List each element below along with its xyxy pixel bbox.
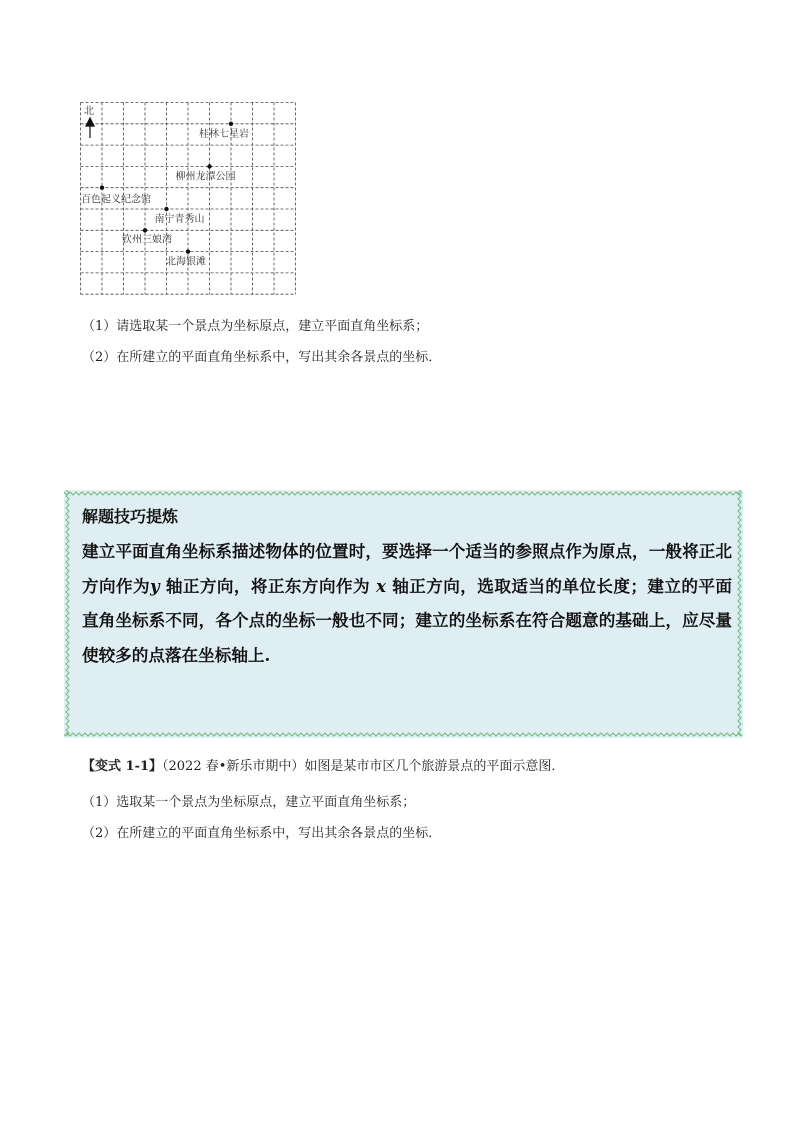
scenic-map-figure [80, 102, 296, 295]
scenic-spot-label: 北海银滩 [166, 256, 206, 268]
scenic-spot-label: 钦州三娘湾 [122, 234, 172, 246]
scenic-spot-point [100, 186, 104, 190]
north-label: 北 [84, 106, 94, 117]
scenic-spot-label: 百色起义纪念馆 [81, 194, 151, 206]
variant-heading-line [82, 755, 564, 774]
scenic-spot-label: 南宁青秀山 [154, 214, 205, 225]
tip-body-part-2: 轴正方向，将正东方向作为 [159, 575, 377, 596]
question-1-part-2: （2）在所建立的平面直角坐标系中，写出其余各景点的坐标． [82, 350, 442, 365]
variant-tag: 【变式 1-1】 [82, 759, 163, 774]
tip-title: 解题技巧提炼 [82, 507, 179, 526]
scenic-spot-point [143, 228, 147, 232]
question-1-part-1: （1）请选取某一个景点为坐标原点，建立平面直角坐标系； [82, 319, 429, 334]
north-arrow-icon [86, 118, 94, 138]
tip-box [64, 490, 743, 738]
scenic-spot-label: 柳州龙潭公园 [175, 171, 236, 183]
scenic-map-grid [80, 102, 296, 295]
variant-source: （2022 春•新乐市期中） [162, 759, 305, 774]
axis-y-symbol: y [150, 575, 160, 596]
scenic-spot-point [229, 122, 233, 126]
tip-body [82, 534, 732, 672]
scenic-spot-point [207, 164, 211, 168]
variant-question-part-1: （1）选取某一个景点为坐标原点，建立平面直角坐标系； [82, 795, 416, 810]
variant-question-part-2: （2）在所建立的平面直角坐标系中，写出其余各景点的坐标． [82, 826, 442, 841]
scenic-spot-point [164, 207, 168, 211]
axis-x-symbol: x [376, 575, 387, 596]
scenic-spot-label: 桂林七星岩 [199, 128, 249, 140]
tip-body-part-1: 建立平面直角坐标系描述物体的位置时，要选择一个适当的参照点作为原点，一般将正北方向作为 [82, 541, 732, 596]
tip-body-part-3: 轴正方向，选取适当的单位长度；建立的平面直角坐标系不同，各个点的坐标一般也不同；建立的坐标系在符合题意的基础上，应尽量使较多的点落在坐标轴上. [82, 575, 733, 665]
scenic-spot-point [186, 249, 190, 253]
variant-text: 如图是某市市区几个旅游景点的平面示意图． [304, 759, 565, 774]
